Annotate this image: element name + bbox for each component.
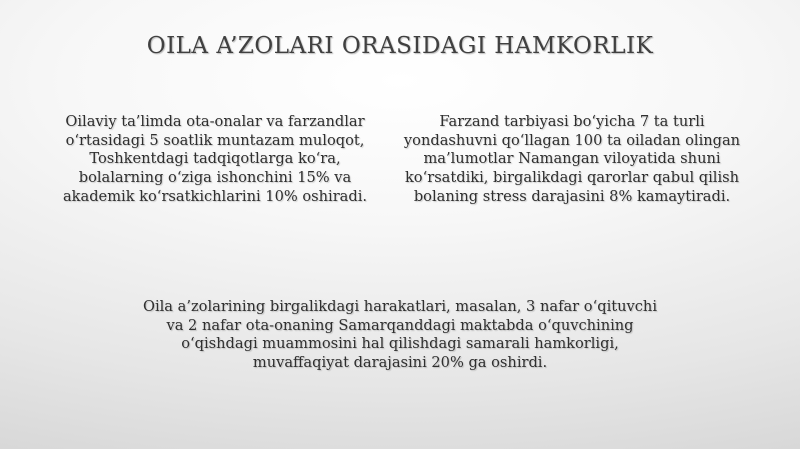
- bottom-text-block: [100, 298, 700, 373]
- text-line: ma’lumotlar Namangan viloyatida shuni: [423, 150, 721, 168]
- left-text-block: [50, 113, 380, 207]
- text-line: akademik ko‘rsatkichlarini 10% oshiradi.: [62, 187, 368, 205]
- slide-title: OILA A’ZOLARI ORASIDAGI HAMKORLIK: [146, 33, 654, 59]
- text-line: Farzand tarbiyasi bo‘yicha 7 ta turli: [439, 113, 705, 130]
- text-line: Oila a’zolarining birgalikdagi harakatlari, masalan, 3 nafar o‘qituvchi: [143, 298, 657, 315]
- text-line: Oilaviy ta’limda ota-onalar va farzandlar: [65, 113, 365, 130]
- text-line: va 2 nafar ota-onaning Samarqanddagi maktabda o‘quvchining: [166, 316, 634, 334]
- text-line: bolalarning o‘ziga ishonchini 15% va: [78, 169, 352, 187]
- text-line: o‘rtasidagi 5 soatlik muntazam muloqot,: [65, 131, 365, 149]
- text-line: ko‘rsatdiki, birgalikdagi qarorlar qabul qilish: [404, 169, 740, 187]
- text-line: Toshkentdagi tadqiqotlarga ko‘ra,: [89, 150, 341, 168]
- right-text-block: [402, 113, 742, 207]
- text-line: bolaning stress darajasini 8% kamaytiradi.: [413, 187, 731, 205]
- text-line: yondashuvni qo‘llagan 100 ta oiladan olingan: [403, 131, 741, 149]
- text-line: o‘qishdagi muammosini hal qilishdagi samarali hamkorligi,: [181, 335, 619, 353]
- text-line: muvaffaqiyat darajasini 20% ga oshirdi.: [252, 354, 548, 372]
